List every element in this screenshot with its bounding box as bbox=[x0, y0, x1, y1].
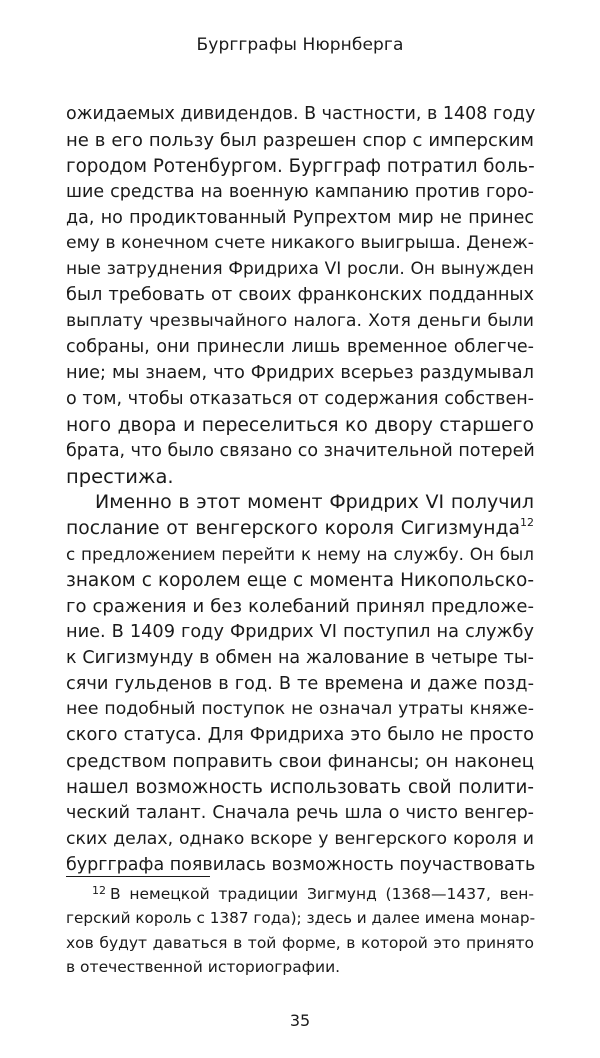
footnote-line: герский король с 1387 года); здесь и далее имена монар- bbox=[66, 909, 536, 928]
text-line-content: послание от венгерского короля Сигизмунда bbox=[66, 518, 520, 540]
footnote-number: 12 bbox=[92, 884, 106, 897]
text-line: собраны, они принесли лишь временное облегче- bbox=[66, 337, 534, 358]
text-line: о том, чтобы отказаться от содержания собствен- bbox=[66, 388, 534, 409]
text-line: ского статуса. Для Фридриха это было не просто bbox=[66, 725, 534, 746]
text-line: к Сигизмунду в обмен на жалование в четыре ты- bbox=[66, 647, 534, 668]
text-line: городом Ротенбургом. Бургграф потратил боль- bbox=[66, 155, 535, 177]
text-line: ожидаемых дивидендов. В частности, в 1408 году bbox=[66, 104, 536, 124]
text-line: го сражения и без колебаний принял предложе- bbox=[66, 595, 534, 617]
text-line: нее подобный поступок не означал утраты княже- bbox=[66, 699, 534, 720]
main-text bbox=[66, 102, 534, 879]
text-line: брата, что было связано со значительной потерей bbox=[66, 440, 535, 461]
text-line: ного двора и переселиться ко двору старшего bbox=[66, 414, 534, 436]
text-line: ему в конечном счете никакого выигрыша. Денеж- bbox=[66, 233, 535, 254]
paragraph-1 bbox=[66, 102, 534, 490]
text-line: да, но продиктованный Рупрехтом мир не принес bbox=[66, 207, 534, 228]
text-line: престижа. bbox=[66, 465, 174, 489]
text-line: средством поправить свои финансы; он наконец bbox=[66, 751, 534, 773]
text-line: знаком с королем еще с момента Никопольско- bbox=[66, 570, 534, 592]
text-line: с предложением перейти к нему на службу. Он был bbox=[66, 544, 534, 565]
running-title: Бургграфы Нюрнберга bbox=[196, 35, 404, 55]
text-line: ные затруднения Фридриха VI росли. Он вынужден bbox=[66, 259, 534, 280]
footnote-line bbox=[66, 882, 534, 906]
text-line: нашел возможность использовать свой полити- bbox=[66, 777, 534, 799]
footnote-line: в отечественной историографии. bbox=[66, 957, 341, 976]
text-line: ние; мы знаем, что Фридрих всерьез раздумывал bbox=[66, 362, 534, 383]
footnote-reference: 12 bbox=[520, 516, 534, 530]
footnote-line: хов будут даваться в той форме, в которой это принято bbox=[66, 933, 534, 952]
text-line: ние. В 1409 году Фридрих VI поступил на службу bbox=[66, 621, 534, 642]
text-line: не в его пользу был разрешен спор с имперским bbox=[66, 129, 534, 151]
text-line: Именно в этот момент Фридрих VI получил bbox=[95, 491, 534, 514]
text-line: шие средства на военную кампанию против горо- bbox=[66, 181, 534, 202]
page-number: 35 bbox=[289, 1011, 311, 1030]
footnote-divider bbox=[66, 876, 210, 877]
footnote-line-content: В немецкой традиции Зигмунд (1368—1437, вен- bbox=[110, 885, 534, 903]
paragraph-2 bbox=[66, 490, 534, 878]
text-line: сячи гульденов в год. В те времена и даже позд- bbox=[66, 673, 534, 694]
text-line-with-footnote bbox=[66, 516, 534, 542]
footnote-12 bbox=[66, 882, 534, 979]
text-line: выплату чрезвычайного налога. Хотя деньги были bbox=[66, 311, 534, 332]
text-line: был требовать от своих франконских подданных bbox=[66, 285, 534, 306]
text-line: бургграфа появилась возможность поучаствовать bbox=[66, 854, 536, 875]
text-line: ских делах, однако вскоре у венгерского короля и bbox=[66, 828, 534, 849]
text-line: ческий талант. Сначала речь шла о чисто венгер- bbox=[66, 803, 534, 824]
